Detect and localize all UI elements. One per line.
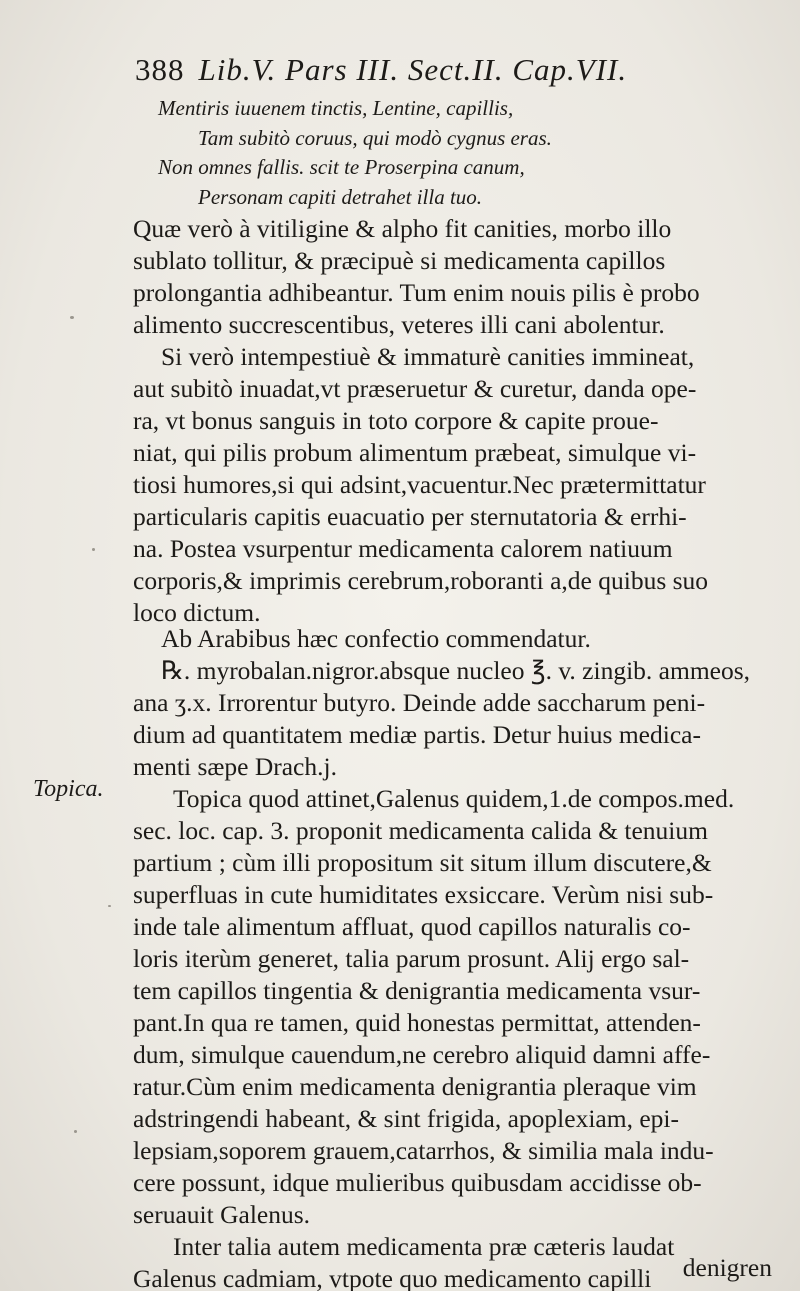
verse-line: Personam capiti detrahet illa tuo.	[198, 185, 483, 209]
body-line: na. Postea vsurpentur medicamenta calorem natiuum	[133, 534, 673, 563]
body-line: loco dictum.	[133, 598, 261, 627]
paper-speck	[108, 905, 111, 907]
body-line: dium ad quantitatem mediæ partis. Detur huius medica-	[133, 720, 701, 749]
body-line: aut subitò inuadat,vt præseruetur & curetur, danda ope-	[133, 374, 697, 403]
body-line: partium ; cùm illi propositum sit situm illum discutere,&	[133, 848, 712, 877]
body-line: Quæ verò à vitiligine & alpho fit canities, morbo illo	[133, 214, 672, 243]
body-line: dum, simulque cauendum,ne cerebro aliquid damni affe-	[133, 1040, 711, 1069]
paper-speck	[74, 1130, 77, 1133]
body-line: seruauit Galenus.	[133, 1200, 311, 1229]
body-line: sublato tollitur, & præcipuè si medicamenta capillos	[133, 246, 666, 275]
body-line: Ab Arabibus hæc confectio commendatur.	[161, 624, 591, 653]
body-line: niat, qui pilis probum alimentum præbeat, simulque vi-	[133, 438, 697, 467]
body-line: alimento succrescentibus, veteres illi cani abolentur.	[133, 310, 665, 339]
body-line: sec. loc. cap. 3. proponit medicamenta calida & tenuium	[133, 816, 708, 845]
body-line: loris iterùm generet, talia parum prosunt. Alij ergo sal-	[133, 944, 690, 973]
body-line: inde tale alimentum affluat, quod capillos naturalis co-	[133, 912, 691, 941]
body-line: ℞. myrobalan.nigror.absque nucleo ℥. v. zingib. ammeos,	[161, 656, 751, 685]
body-line: prolongantia adhibeantur. Tum enim nouis pilis è probo	[133, 278, 700, 307]
body-line: menti sæpe Drach.j.	[133, 752, 337, 781]
body-line: ra, vt bonus sanguis in toto corpore & capite proue-	[133, 406, 659, 435]
body-line: Galenus cadmiam, vtpote quo medicamento capilli	[133, 1264, 652, 1291]
body-line: cere possunt, idque mulieribus quibusdam accidisse ob-	[133, 1168, 702, 1197]
body-line: adstringendi habeant, & sint frigida, apoplexiam, epi-	[133, 1104, 679, 1133]
margin-note: Topica.	[33, 776, 104, 802]
body-line: tiosi humores,si qui adsint,vacuentur.Nec prætermittatur	[133, 470, 706, 499]
body-line: Inter talia autem medicamenta præ cæteris laudat	[173, 1232, 675, 1261]
body-line: Topica quod attinet,Galenus quidem,1.de compos.med.	[173, 784, 735, 813]
body-line: ana ʒ.x. Irrorentur butyro. Deinde adde saccharum peni-	[133, 688, 706, 717]
verse-line: Tam subitò coruus, qui modò cygnus eras.	[198, 126, 552, 150]
verse-line: Non omnes fallis. scit te Proserpina canum,	[158, 155, 525, 179]
verse-line: Mentiris iuuenem tinctis, Lentine, capillis,	[158, 96, 514, 120]
body-line: ratur.Cùm enim medicamenta denigrantia pleraque vim	[133, 1072, 697, 1101]
body-line: pant.In qua re tamen, quid honestas permittat, attenden-	[133, 1008, 701, 1037]
running-header	[135, 52, 775, 88]
body-line: superfluas in cute humiditates exsiccare. Verùm nisi sub-	[133, 880, 714, 909]
catchword: denigren	[682, 1253, 772, 1282]
body-line: corporis,& imprimis cerebrum,roboranti a,de quibus suo	[133, 566, 709, 595]
paper-speck	[70, 316, 74, 319]
running-title: Lib.V. Pars III. Sect.II. Cap.VII.	[198, 52, 628, 87]
body-line: Si verò intempestiuè & immaturè canities immineat,	[161, 342, 695, 371]
body-line: particularis capitis euacuatio per sternutatoria & errhi-	[133, 502, 687, 531]
page-number: 388	[135, 52, 185, 87]
body-line: tem capillos tingentia & denigrantia medicamenta vsur-	[133, 976, 701, 1005]
body-line: lepsiam,soporem grauem,catarrhos, & similia mala indu-	[133, 1136, 714, 1165]
paper-speck	[92, 548, 95, 551]
